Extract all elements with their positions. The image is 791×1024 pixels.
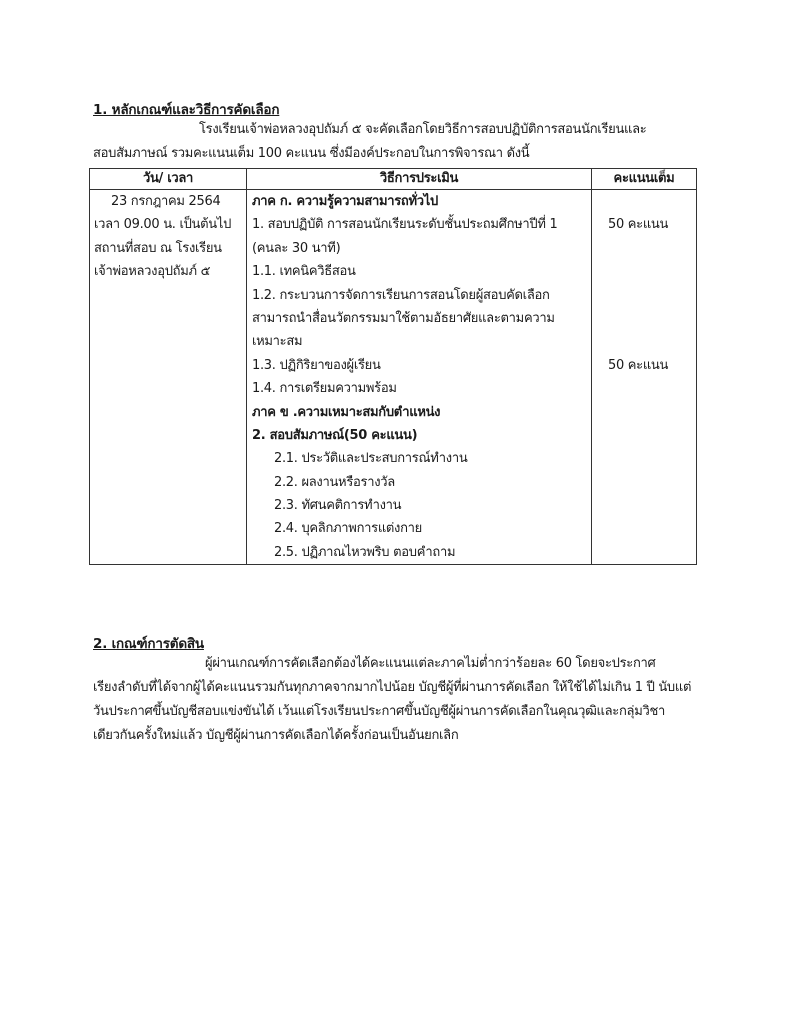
body-line: วันประกาศขึ้นบัญชีสอบแข่งขันได้ เว้นแต่โรงเรียนประกาศขึ้นบัญชีผู้ผ่านการคัดเลือกในคุณวุฒิและกลุ่มวิชา [93, 704, 665, 719]
body-line: ผู้ผ่านเกณฑ์การคัดเลือกต้องได้คะแนนแต่ละภาคไม่ต่ำกว่าร้อยละ 60 โดยจะประกาศ [205, 656, 656, 671]
method-line: 1.1. เทคนิควิธีสอน [252, 264, 356, 280]
part-a-title: ภาค ก. ความรู้ความสามารถทั่วไป [252, 194, 438, 209]
intro-line: สอบสัมภาษณ์ รวมคะแนนเต็ม 100 คะแนน ซึ่งมีองค์ประกอบในการพิจารณา ดังนี้ [93, 146, 530, 161]
method-line: 2.5. ปฏิภาณไหวพริบ ตอบคำถาม [274, 544, 456, 560]
method-line: (คนละ 30 นาที) [252, 240, 341, 256]
date-line: เจ้าพ่อหลวงอุปถัมภ์ ๕ [94, 264, 211, 280]
criteria-table [89, 168, 697, 565]
method-line: สามารถนำสื่อนวัตกรรมมาใช้ตามอัธยาศัยและตามความ [252, 310, 555, 326]
header-full-score: คะแนนเต็ม [592, 169, 697, 190]
method-line: 2.4. บุคลิกภาพการแต่งกาย [274, 521, 422, 537]
header-date-time: วัน/ เวลา [90, 169, 247, 190]
score-part-a: 50 คะแนน [608, 217, 669, 233]
body-line: เดียวกันครั้งใหม่แล้ว บัญชีผู้ผ่านการคัดเลือกได้ครั้งก่อนเป็นอันยกเลิก [93, 728, 459, 743]
section2-body [93, 652, 691, 748]
method-line: 1. สอบปฏิบัติ การสอนนักเรียนระดับชั้นประถมศึกษาปีที่ 1 [252, 217, 558, 233]
table-row [90, 190, 697, 565]
method-line: 2.3. ทัศนคติการทำงาน [274, 498, 402, 514]
method-line: 1.2. กระบวนการจัดการเรียนการสอนโดยผู้สอบคัดเลือก [252, 287, 550, 303]
section2-heading: 2. เกณฑ์การตัดสิน [93, 636, 204, 652]
date-cell [90, 190, 247, 565]
intro-line: โรงเรียนเจ้าพ่อหลวงอุปถัมภ์ ๕ จะคัดเลือกโดยวิธีการสอบปฏิบัติการสอนนักเรียนและ [199, 122, 647, 137]
section1-heading: 1. หลักเกณฑ์และวิธีการคัดเลือก [93, 102, 280, 118]
method-cell [247, 190, 592, 565]
body-line: เรียงลำดับที่ได้จากผู้ได้คะแนนรวมกันทุกภาคจากมากไปน้อย บัญชีผู้ที่ผ่านการคัดเลือก ให้ใช้ได้ไม่เกิน 1 ปี นับแต่ [93, 680, 692, 695]
header-method: วิธีการประเมิน [247, 169, 592, 190]
method-line: 2.1. ประวัติและประสบการณ์ทำงาน [274, 451, 468, 467]
section1-intro [93, 118, 646, 166]
score-part-b: 50 คะแนน [608, 357, 669, 373]
date-line: สถานที่สอบ ณ โรงเรียน [94, 240, 222, 256]
method-line: 2.2. ผลงานหรือรางวัล [274, 474, 395, 490]
date-line: เวลา 09.00 น. เป็นต้นไป [94, 217, 232, 233]
interview-title: 2. สอบสัมภาษณ์(50 คะแนน) [252, 427, 418, 443]
table-header-row [90, 169, 697, 190]
date-line: 23 กรกฎาคม 2564 [111, 194, 221, 209]
method-line: 1.4. การเตรียมความพร้อม [252, 381, 397, 397]
method-line: 1.3. ปฏิกิริยาของผู้เรียน [252, 357, 381, 373]
part-b-title: ภาค ข .ความเหมาะสมกับตำแหน่ง [252, 404, 441, 420]
score-cell [592, 190, 697, 565]
method-line: เหมาะสม [252, 334, 303, 350]
